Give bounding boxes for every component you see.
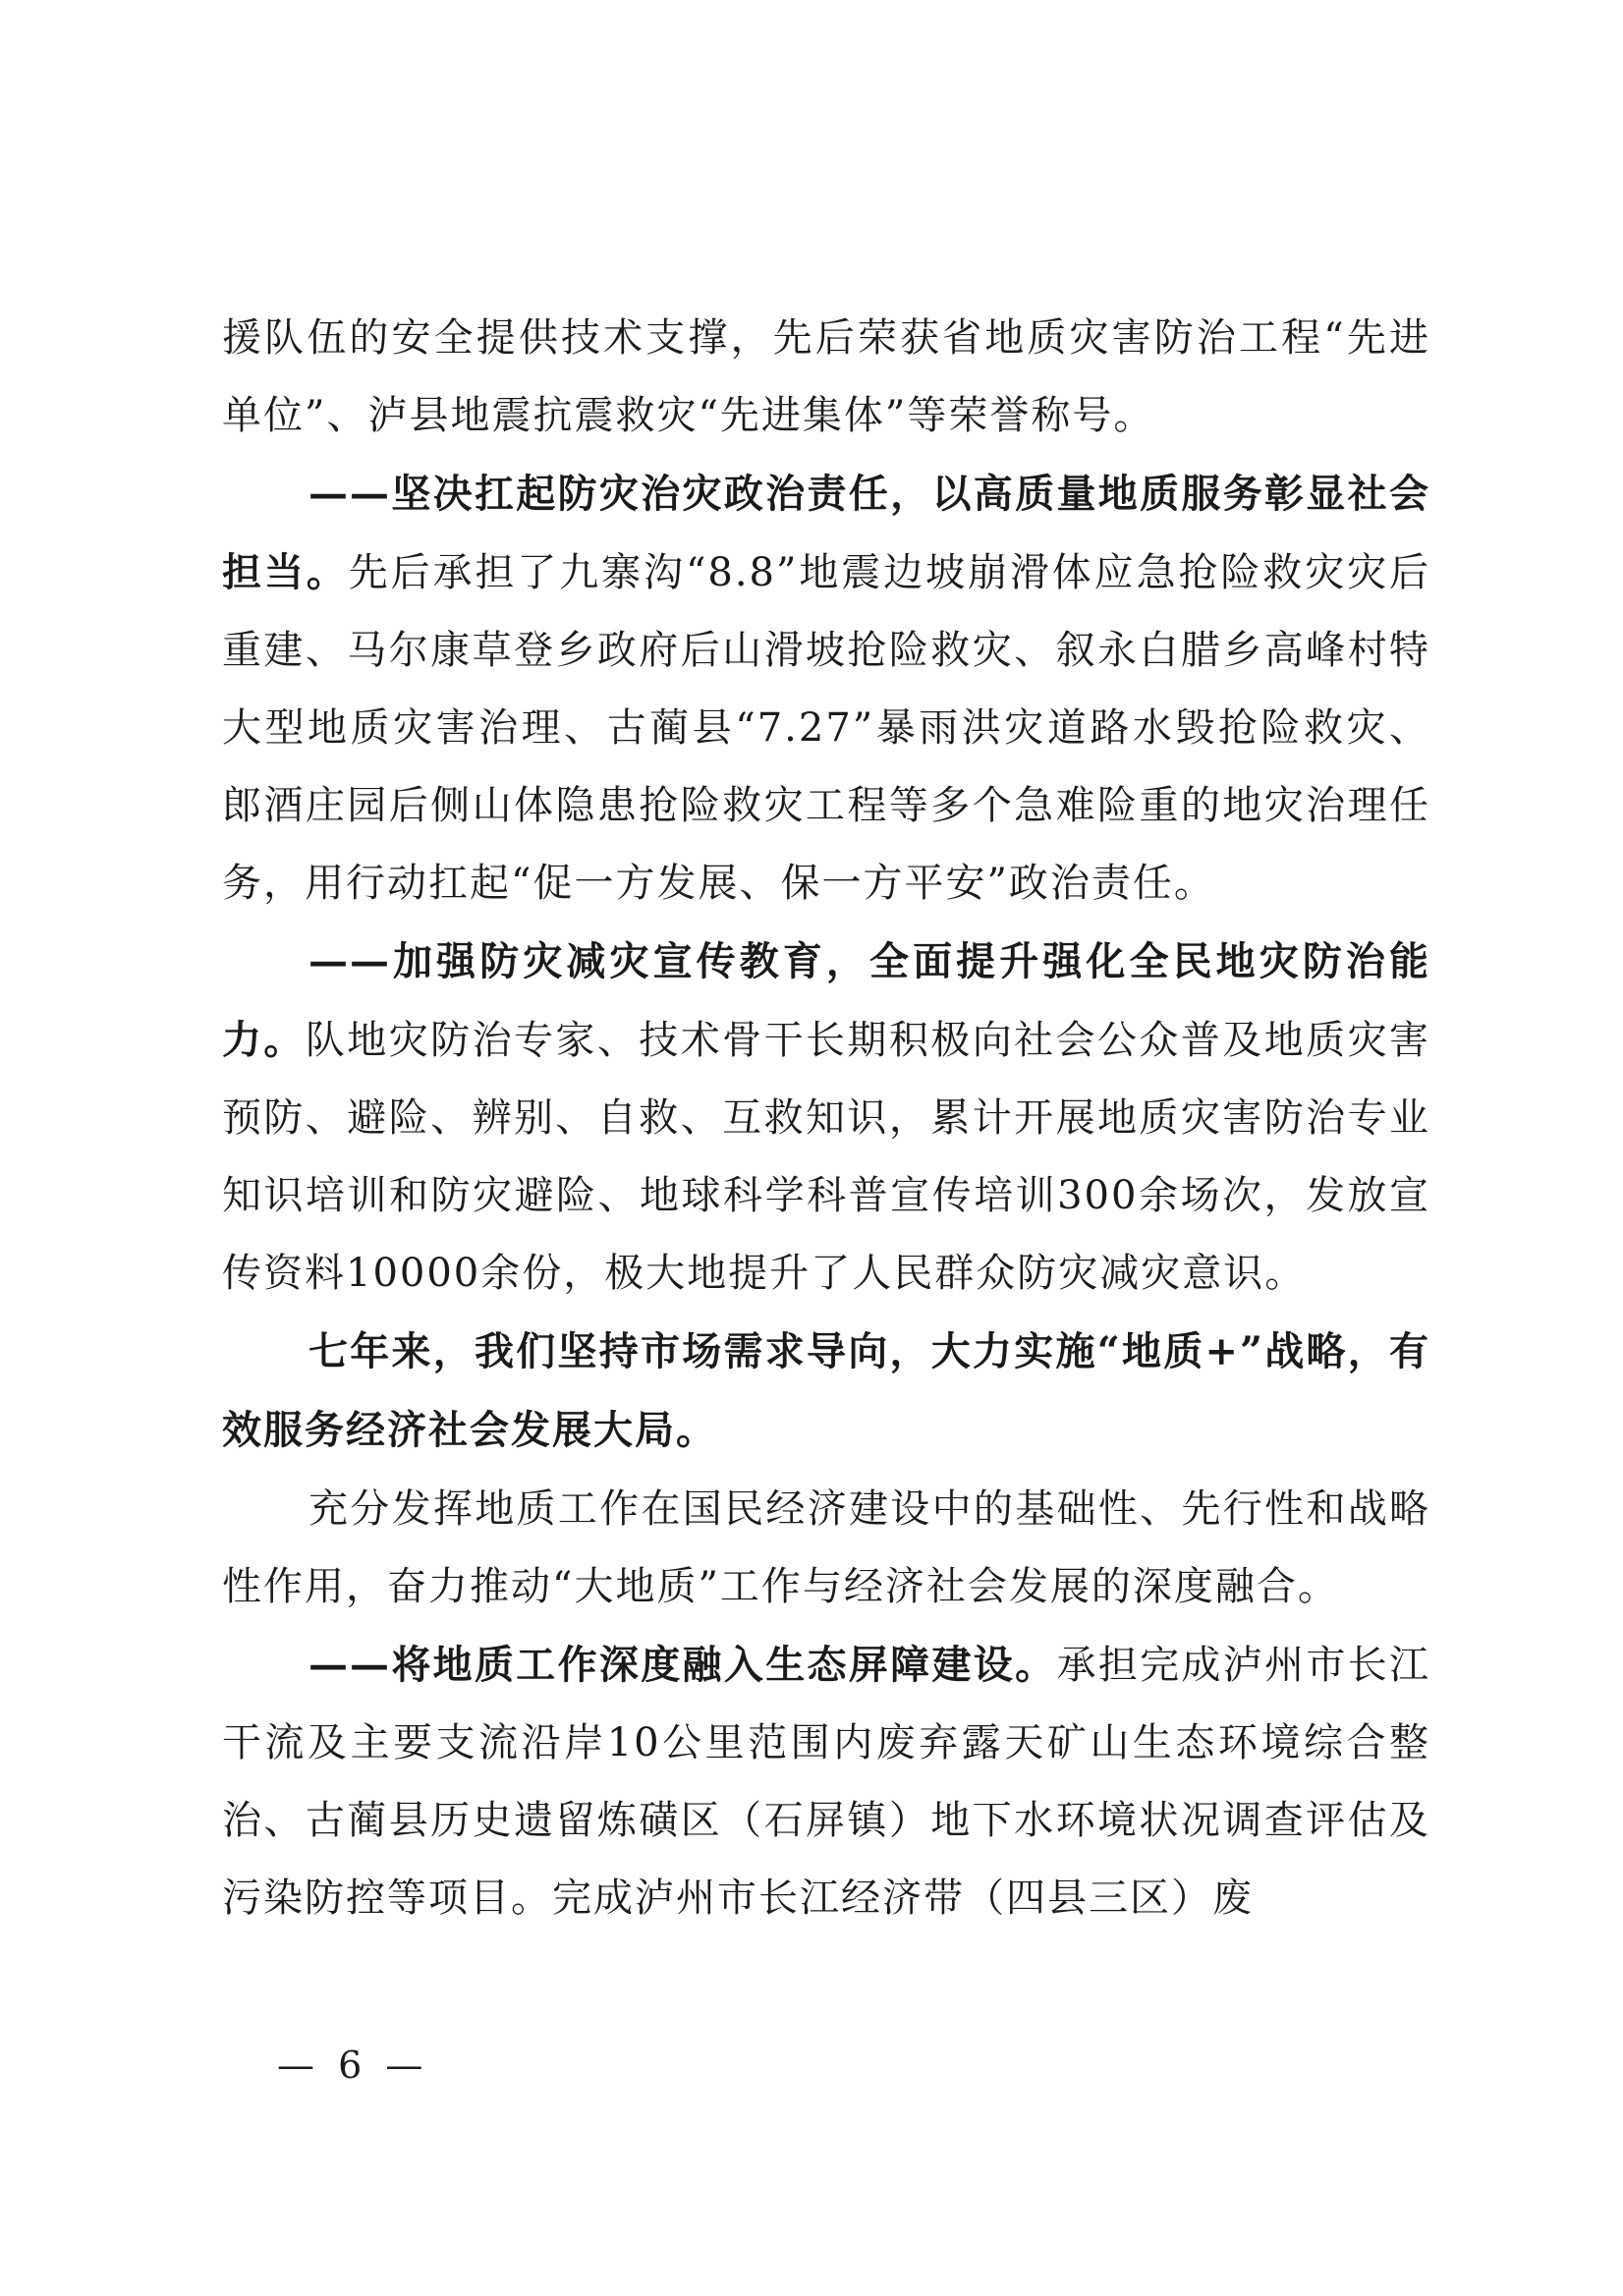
paragraph-lead: ——坚决扛起防灾治灾政治责任，以高质量地质服务彰显社会担当。 <box>222 471 1430 595</box>
paragraph-disaster-education <box>222 923 1430 1313</box>
paragraph-text: 充分发挥地质工作在国民经济建设中的基础性、先行性和战略性作用，奋力推动“大地质”工作与经济社会发展的深度融合。 <box>222 1486 1430 1609</box>
paragraph-geology-role <box>222 1470 1430 1626</box>
paragraph-section-heading <box>222 1313 1430 1470</box>
paragraph-continuation <box>222 299 1430 455</box>
paragraph-text: 先后承担了九寨沟“8.8”地震边坡崩滑体应急抢险救灾灾后重建、马尔康草登乡政府后山滑坡抢险救灾、叙永白腊乡高峰村特大型地质灾害治理、古蔺县“7.27”暴雨洪灾道路水毁抢险救灾、郎酒庄园后侧山体隐患抢险救灾工程等多个急难险重的地灾治理任务，用行动扛起“促一方发展、保一方平安”政治责任。 <box>222 550 1431 906</box>
paragraph-ecological-barrier <box>222 1626 1430 1937</box>
paragraph-text: 援队伍的安全提供技术支撑，先后荣获省地质灾害防治工程“先进单位”、泸县地震抗震救灾“先进集体”等荣誉称号。 <box>222 315 1430 438</box>
page-number: — 6 — <box>277 2044 429 2087</box>
paragraph-disaster-responsibility <box>222 455 1430 923</box>
paragraph-text: 队地灾防治专家、技术骨干长期积极向社会公众普及地质灾害预防、避险、辨别、自救、互救知识，累计开展地质灾害防治专业知识培训和防灾避险、地球科学科普宣传培训300余场次，发放宣传资料10000余份，极大地提升了人民群众防灾减灾意识。 <box>222 1018 1431 1296</box>
paragraph-lead: ——将地质工作深度融入生态屏障建设。 <box>308 1642 1057 1688</box>
body-text <box>222 299 1430 1937</box>
section-heading: 七年来，我们坚持市场需求导向，大力实施“地质+”战略，有效服务经济社会发展大局。 <box>222 1328 1430 1453</box>
paragraph-lead: ——加强防灾减灾宣传教育，全面提升强化全民地灾防治能力。 <box>222 938 1430 1063</box>
paragraph-text: 承担完成泸州市长江干流及主要支流沿岸10公里范围内废弃露天矿山生态环境综合整治、古蔺县历史遗留炼磺区（石屏镇）地下水环境状况调查评估及污染防控等项目。完成泸州市长江经济带（四县三区）废 <box>222 1643 1431 1921</box>
